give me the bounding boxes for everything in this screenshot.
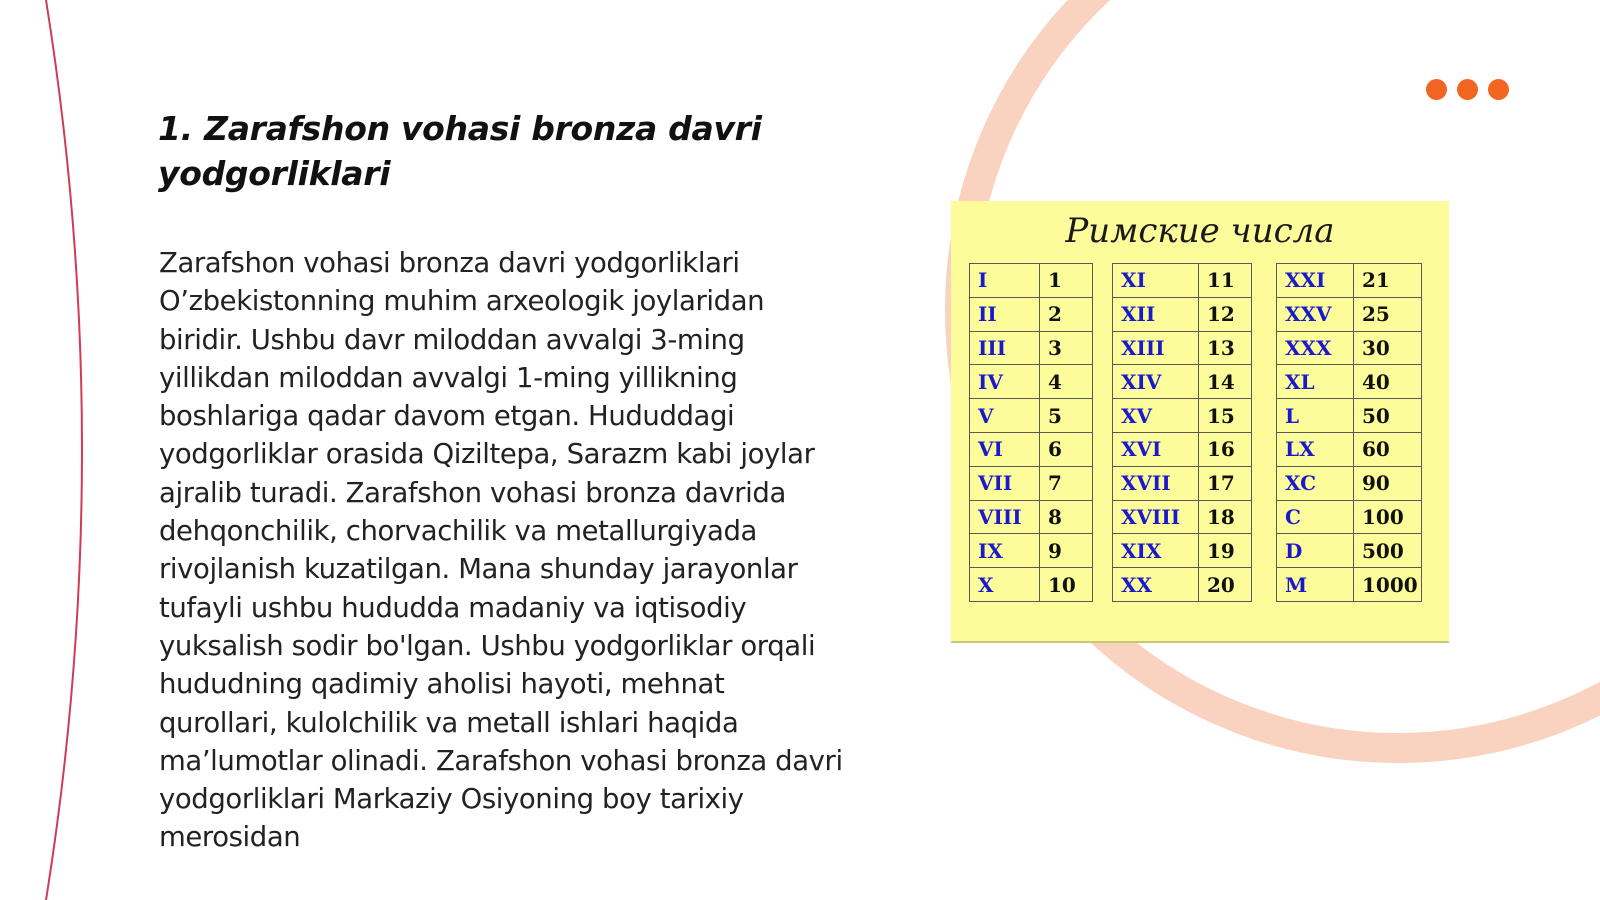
roman-numeral-cell: M [1277,568,1354,602]
table-row [1277,399,1422,433]
table-row [970,534,1093,568]
roman-numeral-cell: XV [1113,399,1199,433]
arabic-number-cell: 12 [1199,297,1252,331]
roman-numeral-cell: D [1277,534,1354,568]
arabic-number-cell: 60 [1354,432,1422,466]
arabic-number-cell: 16 [1199,432,1252,466]
table-row [1113,534,1252,568]
table-row [1277,568,1422,602]
roman-numeral-cell: XL [1277,365,1354,399]
table-row [1277,365,1422,399]
roman-numeral-cell: XVII [1113,466,1199,500]
roman-numeral-cell: XIX [1113,534,1199,568]
roman-numeral-cell: VII [970,466,1040,500]
table-row [970,264,1093,298]
dot-icon [1488,79,1509,100]
arabic-number-cell: 10 [1040,568,1093,602]
arabic-number-cell: 6 [1040,432,1093,466]
arabic-number-cell: 1 [1040,264,1093,298]
roman-numeral-cell: XC [1277,466,1354,500]
roman-table-title: Римские числа [1065,211,1335,251]
slide-body-text: Zarafshon vohasi bronza davri yodgorliklari O’zbekistonning muhim arxeologik joylaridan biridir. Ushbu davr miloddan avvalgi 3-ming yillikdan miloddan avvalgi 1-ming yillikning boshlariga qadar davom etgan. Hududdagi yodgorliklar orasida Qiziltepa, Sarazm kabi joylar ajralib turadi. Zarafshon vohasi bronza davrida dehqonchilik, chorvachilik va metallurgiyada rivojlanish kuzatilgan. Mana shunday jarayonlar tufayli ushbu hududda madaniy va iqtisodiy yuksalish sodir bo'lgan. Ushbu yodgorliklar orqali hududning qadimiy aholisi hayoti, mehnat qurollari, kulolchilik va metall ishlari haqida ma’lumotlar olinadi. Zarafshon vohasi bronza davri yodgorliklari Markaziy Osiyoning boy tarixiy merosidan [159,247,843,854]
arabic-number-cell: 4 [1040,365,1093,399]
roman-numerals-image [951,201,1449,643]
roman-numeral-cell: XXX [1277,331,1354,365]
arabic-number-cell: 19 [1199,534,1252,568]
arabic-number-cell: 11 [1199,264,1252,298]
roman-numeral-cell: IV [970,365,1040,399]
dot-icon [1426,79,1447,100]
roman-numeral-cell: X [970,568,1040,602]
arabic-number-cell: 8 [1040,500,1093,534]
roman-numeral-cell: XIII [1113,331,1199,365]
roman-numeral-cell: XI [1113,264,1199,298]
arabic-number-cell: 13 [1199,331,1252,365]
table-row [970,297,1093,331]
table-row [1277,264,1422,298]
arabic-number-cell: 17 [1199,466,1252,500]
roman-numeral-cell: XVI [1113,432,1199,466]
table-row [970,365,1093,399]
arabic-number-cell: 20 [1199,568,1252,602]
roman-numeral-cell: XVIII [1113,500,1199,534]
arabic-number-cell: 15 [1199,399,1252,433]
arabic-number-cell: 2 [1040,297,1093,331]
arabic-number-cell: 18 [1199,500,1252,534]
table-row [1113,365,1252,399]
roman-table-group-2 [1112,263,1252,602]
arabic-number-cell: 21 [1354,264,1422,298]
arabic-number-cell: 25 [1354,297,1422,331]
roman-numeral-cell: XIV [1113,365,1199,399]
table-row [970,399,1093,433]
table-row [1277,297,1422,331]
roman-numeral-cell: VI [970,432,1040,466]
table-row [1277,331,1422,365]
table-row [970,432,1093,466]
left-curve-line [46,0,82,900]
table-row [1113,297,1252,331]
table-row [970,331,1093,365]
arabic-number-cell: 1000 [1354,568,1422,602]
three-dots-icon [1426,79,1509,100]
arabic-number-cell: 500 [1354,534,1422,568]
roman-numeral-cell: II [970,297,1040,331]
roman-numeral-cell: L [1277,399,1354,433]
roman-numeral-cell: I [970,264,1040,298]
table-row [1113,500,1252,534]
roman-numeral-cell: LX [1277,432,1354,466]
arabic-number-cell: 5 [1040,399,1093,433]
roman-numeral-cell: III [970,331,1040,365]
arabic-number-cell: 7 [1040,466,1093,500]
table-row [1277,466,1422,500]
table-row [970,568,1093,602]
arabic-number-cell: 50 [1354,399,1422,433]
roman-table-group-1 [969,263,1093,602]
roman-numeral-cell: XXI [1277,264,1354,298]
table-row [1277,500,1422,534]
table-row [1113,399,1252,433]
roman-numeral-cell: IX [970,534,1040,568]
roman-numeral-cell: C [1277,500,1354,534]
arabic-number-cell: 40 [1354,365,1422,399]
table-row [1277,534,1422,568]
arabic-number-cell: 30 [1354,331,1422,365]
table-row [970,466,1093,500]
table-row [1113,264,1252,298]
slide-title: 1. Zarafshon vohasi bronza davri yodgorliklari [158,109,762,193]
roman-numeral-cell: XII [1113,297,1199,331]
roman-table-group-3 [1276,263,1422,602]
roman-numeral-cell: VIII [970,500,1040,534]
table-row [1113,331,1252,365]
arabic-number-cell: 9 [1040,534,1093,568]
table-row [1113,466,1252,500]
roman-numeral-cell: XXV [1277,297,1354,331]
roman-numeral-cell: XX [1113,568,1199,602]
arabic-number-cell: 100 [1354,500,1422,534]
roman-numeral-cell: V [970,399,1040,433]
table-row [1113,568,1252,602]
table-row [1277,432,1422,466]
dot-icon [1457,79,1478,100]
arabic-number-cell: 14 [1199,365,1252,399]
table-row [1113,432,1252,466]
arabic-number-cell: 3 [1040,331,1093,365]
table-row [970,500,1093,534]
arabic-number-cell: 90 [1354,466,1422,500]
